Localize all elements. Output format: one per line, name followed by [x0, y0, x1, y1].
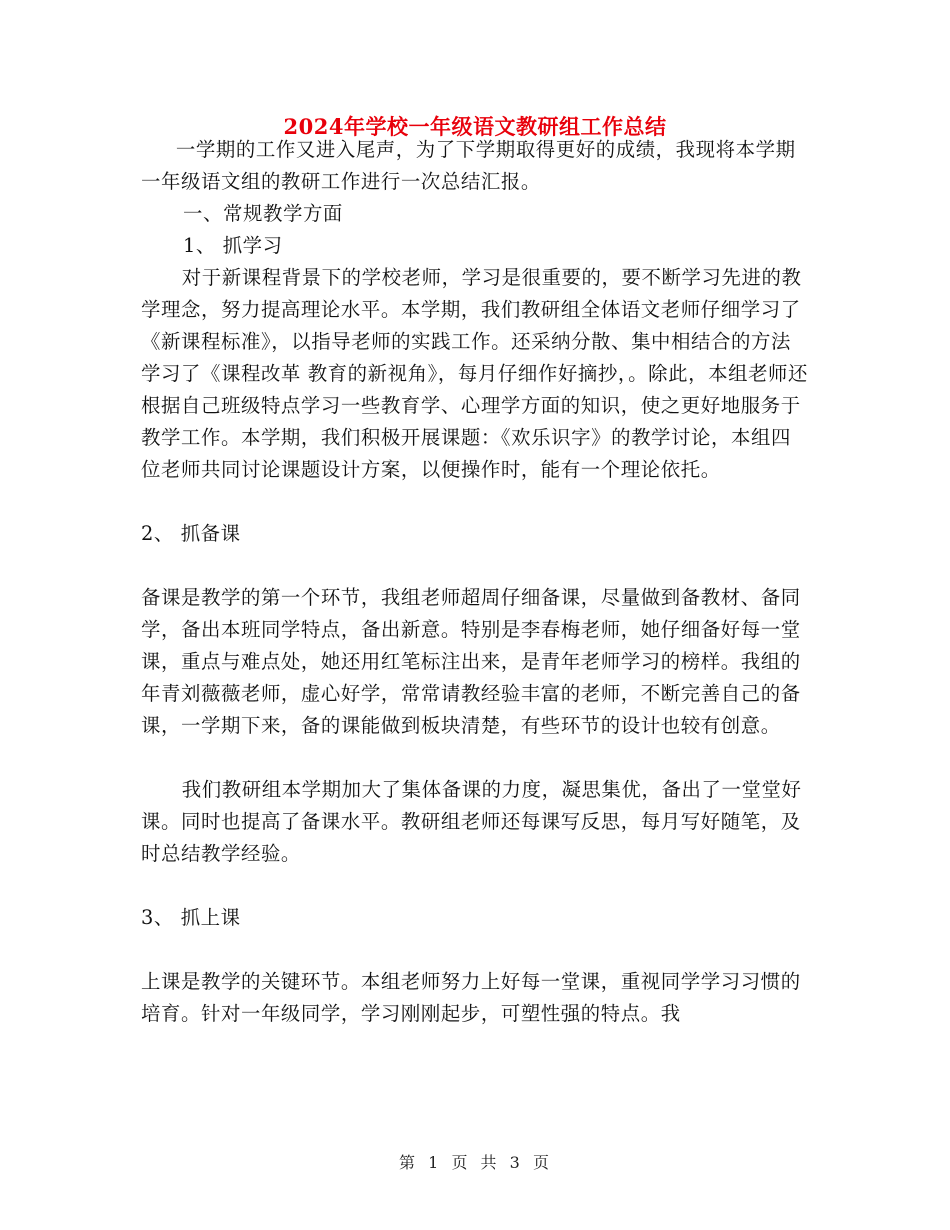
subheading-1: 1、 抓学习 — [183, 234, 283, 257]
paragraph-group-prep: 我们教研组本学期加大了集体备课的力度，凝思集优，备出了一堂堂好课。同时也提高了备课水平。教研组老师还每课写反思，每月写好随笔，及时总结教学经验。 — [141, 778, 802, 865]
document-body — [141, 134, 809, 1030]
subheading-3: 3、 抓上课 — [141, 906, 241, 929]
document-title: 2024年学校一年级语文教研组工作总结 — [283, 114, 667, 139]
footer-label-total: 共 — [480, 1153, 499, 1172]
footer-label-page: 第 — [399, 1153, 418, 1172]
footer-total-pages: 3 — [509, 1153, 522, 1172]
page-footer — [0, 1152, 950, 1174]
section-heading-1: 一、常规教学方面 — [183, 202, 343, 225]
paragraph-teaching: 上课是教学的关键环节。本组老师努力上好每一堂课，重视同学学习习惯的培育。针对一年级同学，学习刚刚起步，可塑性强的特点。我 — [141, 970, 801, 1025]
paragraph-lesson-prep: 备课是教学的第一个环节，我组老师超周仔细备课，尽量做到备教材、备同学，备出本班同学特点，备出新意。特别是李春梅老师，她仔细备好每一堂课，重点与难点处，她还用红笔标注出来，是青年老师学习的榜样。我组的年青刘薇薇老师，虚心好学，常常请教经验丰富的老师，不断完善自己的备课，一学期下来，备的课能做到板块清楚，有些环节的设计也较有创意。 — [141, 586, 801, 737]
paragraph-study: 对于新课程背景下的学校老师，学习是很重要的，要不断学习先进的教学理念，努力提高理论水平。本学期，我们教研组全体语文老师仔细学习了《新课程标准》，以指导老师的实践工作。还采纳分散、集中相结合的方法学习了《课程改革 教育的新视角》，每月仔细作好摘抄，。除此，本组老师还根据自己班级特点学习一些教育学、心理学方面的知识，使之更好地服务于教学工作。本学期，我们积极开展课题：《欢乐识字》的教学讨论，本组四位老师共同讨论课题设计方案，以便操作时，能有一个理论依托。 — [141, 266, 809, 481]
footer-current-page: 1 — [428, 1153, 441, 1172]
footer-label-unit: 页 — [451, 1153, 470, 1172]
subheading-2: 2、 抓备课 — [141, 522, 241, 545]
paragraph-intro: 一学期的工作又进入尾声，为了下学期取得更好的成绩，我现将本学期一年级语文组的教研工作进行一次总结汇报。 — [141, 138, 796, 193]
footer-label-unit2: 页 — [532, 1153, 551, 1172]
